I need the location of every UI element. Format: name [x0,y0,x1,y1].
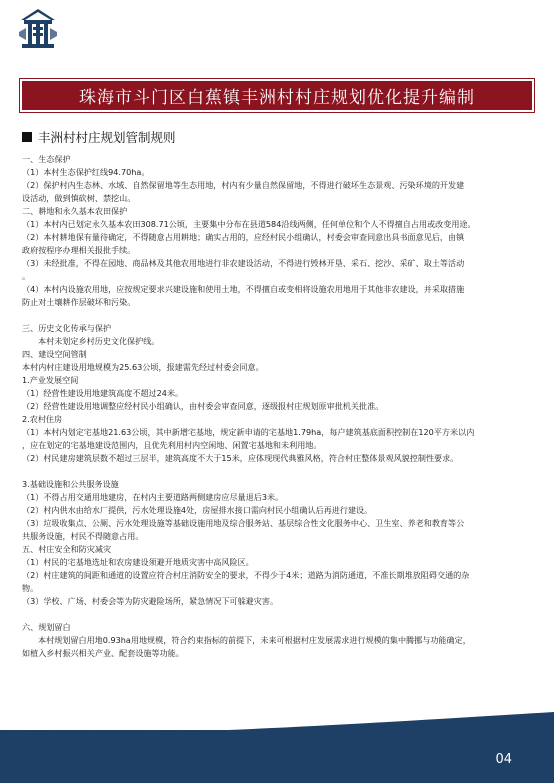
paragraph-line: 防止对土壤耕作层破坏和污染。 [22,297,136,307]
paragraph-line: （1）不得占用交通用地建房，在村内主要道路两侧建房应尽量退后3米。 [22,492,284,502]
paragraph-line: ，应在划定的宅基地建设范围内，且优先利用村内空闲地、闲置宅基地和未利用地。 [22,440,322,450]
paragraph-line: （3）垃圾收集点、公厕、污水处理设施等基础设施用地及综合服务站、基层综合性文化服务中心、卫生室、养老和教育等公 [22,518,465,528]
paragraph-line: （1）本村生态保护红线94.70ha。 [22,167,150,177]
paragraph-line: 2.农村住房 [22,414,63,424]
title-band [22,81,532,110]
paragraph-line: 一、生态保护 [22,154,71,164]
paragraph-line: 政府按程序办理相关报批手续。 [22,245,136,255]
paragraph-line: 1.产业发展空间 [22,375,79,385]
paragraph-line: （3）学校、广场、村委会等为防灾避险场所，紧急情况下可躲避灾害。 [22,596,279,606]
paragraph-line: （1）本村内已划定永久基本农田308.71公顷，主要集中分布在县道584沿线两侧，任何单位和个人不得擅自占用或改变用途。 [22,219,476,229]
paragraph-line: （2）保护村内生态林、水域、自然保留地等生态用地，村内有少量自然保留地，不得进行破坏生态景观、污染环境的开发建 [22,180,465,190]
paragraph-line: （2）村内供水由给水厂提供，污水处理设施4处，房屋排水接口需向村民小组确认后再进行建设。 [22,505,373,515]
paragraph-line: 。 [22,271,31,281]
paragraph-line: 三、历史文化传承与保护 [22,323,112,333]
gate-emblem-icon [18,6,58,50]
black-square-icon [22,132,32,142]
section-heading [22,128,176,146]
paragraph-line: （2）村民建房建筑层数不超过三层半，建筑高度不大于15米，应体现现代典雅风格，符合村庄整体景观风貌控制性要求。 [22,453,459,463]
paragraph-line: 3.基础设施和公共服务设施 [22,479,119,489]
page-title: 珠海市斗门区白蕉镇丰洲村村庄规划优化提升编制 [79,88,475,108]
rules-body [22,153,532,660]
paragraph-line: 五、村庄安全和防灾减灾 [22,544,112,554]
paragraph-line: 物。 [22,583,39,593]
paragraph-line: 共服务设施，村民不得随意占用。 [22,531,144,541]
paragraph-line: 本村内村庄建设用地规模为25.63公顷，报建需先经过村委会同意。 [22,362,264,372]
paragraph-line: （2）本村耕地保有量待确定，不得随意占用耕地；确实占用的，应经村民小组确认，村委会审查同意出具书面意见后，由镇 [22,232,465,242]
paragraph-line: 如植入乡村振兴相关产业、配套设施等功能。 [22,648,184,658]
paragraph-line: 本村未划定乡村历史文化保护线。 [38,336,160,346]
paragraph-line [22,608,532,621]
paragraph-line: 本村规划留白用地0.93ha用地规模，符合约束指标的前提下，未来可根据村庄发展需求进行规模的集中腾挪与功能确定， [38,635,471,645]
paragraph-line: 设活动，做到慎砍树、禁挖山。 [22,193,136,203]
paragraph-line: （3）未经批准，不得在园地、商品林及其他农用地进行非农建设活动，不得进行毁林开垦、采石、挖沙、采矿、取土等活动 [22,258,465,268]
section-title: 丰洲村村庄规划管制规则 [38,130,176,145]
paragraph-line: 四、建设空间管制 [22,349,87,359]
paragraph-line: （2）村庄建筑的间距和通道的设置应符合村庄消防安全的要求，不得少于4米；道路为消防通道，不准长期堆放阻碍交通的杂 [22,570,470,580]
page-number: 04 [495,752,512,767]
paragraph-line: 六、规划留白 [22,622,71,632]
paragraph-line: （1）村民的宅基地选址和农房建设须避开地质灾害中高风险区。 [22,557,254,567]
paragraph-line [22,465,532,478]
paragraph-line: 二、耕地和永久基本农田保护 [22,206,128,216]
paragraph-line: （1）本村内划定宅基地21.63公顷，其中新增宅基地，规定新申请的宅基地1.79ha，每户建筑基底面积控制在120平方米以内 [22,427,475,437]
paragraph-line: （2）经营性建设用地调整应经村民小组确认，由村委会审查同意，逐级报村庄规划原审批机关批准。 [22,401,384,411]
paragraph-line: （1）经营性建设用地建筑高度不超过24米。 [22,388,184,398]
paragraph-line [22,309,532,322]
paragraph-line: （4）本村内设施农用地，应按规定要求兴建设施和使用土地，不得擅自或变相将设施农用地用于其他非农建设，并采取措施 [22,284,465,294]
